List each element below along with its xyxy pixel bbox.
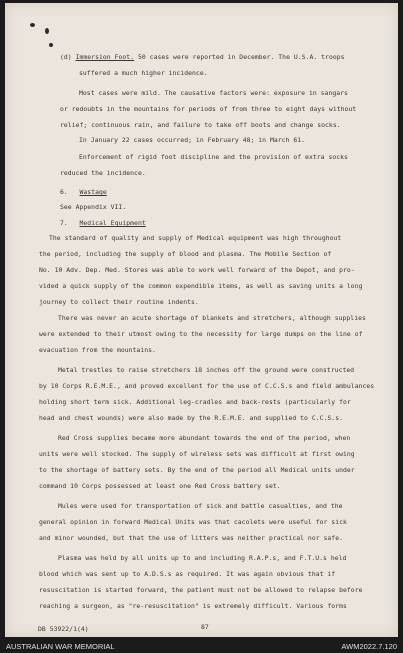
paragraph-line: The standard of quality and supply of Medical equipment was high throughout xyxy=(49,234,342,242)
item-d-label: (d) xyxy=(60,53,72,61)
paragraph-line: relief; continuous rain, and failure to take off boots and change socks. xyxy=(60,121,341,129)
punch-hole xyxy=(30,23,35,27)
paragraph-line: evacuation from the mountains. xyxy=(39,346,156,354)
paragraph-line: Mules were used for transportation of sick and battle casualties, and the xyxy=(58,502,343,510)
paragraph-line: Red Cross supplies became more abundant towards the end of the period, when xyxy=(58,434,351,442)
section-6-number: 6. xyxy=(60,188,68,196)
paragraph-line: units were well stocked. The supply of wireless sets was difficult at first owing xyxy=(39,450,355,458)
item-d-text: 50 cases were reported in December. The U.S.A. troops xyxy=(134,53,345,61)
paragraph-line: command 10 Corps possessed at least one Red Cross battery set. xyxy=(39,482,281,490)
paragraph-line: by 10 Corps R.E.M.E., and proved excellent for the use of C.C.S.s and field ambulances xyxy=(39,382,375,390)
paragraph-line: See Appendix VII. xyxy=(60,203,127,211)
paragraph-line: general opinion in forward Medical Units was that cacolets were useful for sick xyxy=(39,518,347,526)
paragraph-line: Most cases were mild. The causative factors were: exposure in sangars xyxy=(79,89,348,97)
page-number: 87 xyxy=(201,623,209,631)
document-reference: DB 53922/1(4) xyxy=(38,625,89,633)
paragraph-line: reaching a surgeon, as "re-resuscitation" is extremely difficult. Various forms xyxy=(39,602,347,610)
archive-name: AUSTRALIAN WAR MEMORIAL xyxy=(6,642,115,651)
paragraph-line: Metal trestles to raise stretchers 18 inches off the ground were constructed xyxy=(58,366,355,374)
paragraph-line: head and chest wounds) were also made by the R.E.M.E. and supplied to C.C.S.s. xyxy=(39,414,344,422)
punch-hole xyxy=(49,43,53,47)
paragraph-line: Enforcement of rigid foot discipline and the provision of extra socks xyxy=(79,153,348,161)
paragraph-line: holding short term sick. Additional leg-cradles and back-rests (particularly for xyxy=(39,398,351,406)
paragraph-line: reduced the incidence. xyxy=(60,169,146,177)
item-d-title: Immersion Foot. xyxy=(75,53,135,61)
section-6-heading xyxy=(60,188,107,196)
paragraph-line: resuscitation is started forward, the patient must not be allowed to relapse before xyxy=(39,586,363,594)
paragraph-line: were extended to their utmost owing to the necessity for large dumps on the line of xyxy=(39,330,363,338)
paragraph-line: or redoubts in the mountains for periods of from three to eight days without xyxy=(60,105,357,113)
section-7-heading xyxy=(60,219,146,227)
item-d-heading xyxy=(60,53,345,61)
paragraph-line: There was never an acute shortage of blankets and stretchers, although supplies xyxy=(58,314,366,322)
paragraph-line: journey to collect their routine indents. xyxy=(39,298,199,306)
section-6-title: Wastage xyxy=(79,188,107,196)
paragraph-line: and minor wounded, but that the use of litters was neither practical nor safe. xyxy=(39,534,344,542)
paragraph-line: blood which was sent up to A.D.S.s as required. It was again obvious that if xyxy=(39,570,336,578)
punch-hole xyxy=(45,28,49,34)
paragraph-line: to the shortage of battery sets. By the end of the period all Medical units under xyxy=(39,466,355,474)
section-7-number: 7. xyxy=(60,219,68,227)
document-page xyxy=(5,3,398,637)
paragraph-line: suffered a much higher incidence. xyxy=(79,69,208,77)
paragraph-line: In January 22 cases occurred; in February 48; in March 61. xyxy=(79,136,306,144)
archive-footer xyxy=(0,637,403,653)
paragraph-line: No. 10 Adv. Dep. Med. Stores was able to work well forward of the Depot, and pro- xyxy=(39,266,355,274)
archive-reference: AWM2022.7.120 xyxy=(341,642,397,651)
paragraph-line: Plasma was held by all units up to and including R.A.P.s, and F.T.U.s held xyxy=(58,554,347,562)
paragraph-line: vided a quick supply of the common expendible items, as well as saving units a long xyxy=(39,282,363,290)
section-7-title: Medical Equipment xyxy=(79,219,146,227)
paragraph-line: the period, including the supply of blood and plasma. The Mobile Section of xyxy=(39,250,332,258)
